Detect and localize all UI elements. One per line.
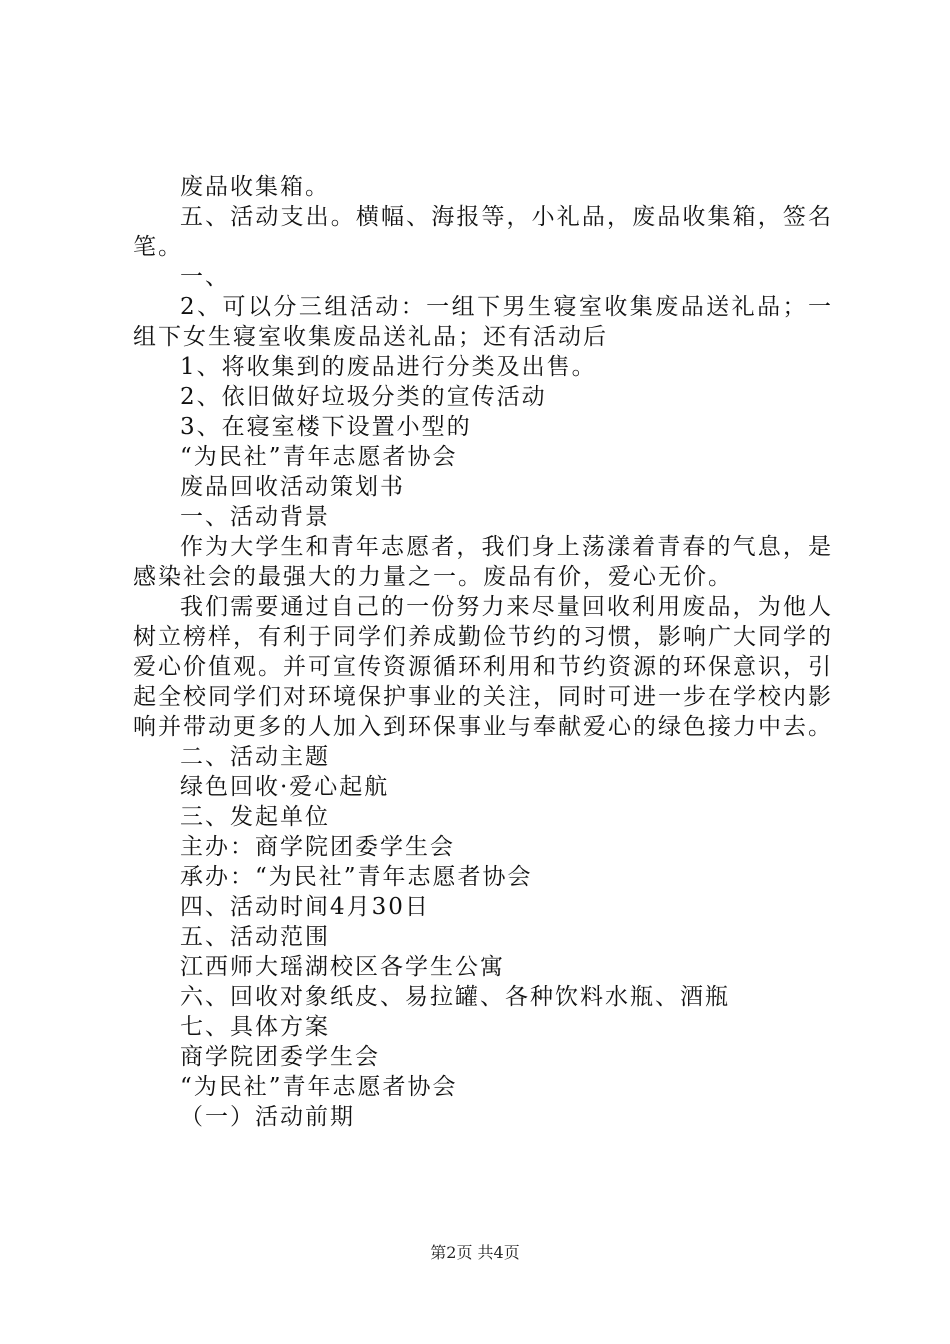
paragraph: 2、可以分三组活动：一组下男生寝室收集废品送礼品；一组下女生寝室收集废品送礼品；还有活动后 bbox=[133, 294, 833, 350]
section-heading: 二、活动主题 bbox=[180, 744, 330, 770]
subsection-heading: （一）活动前期 bbox=[180, 1104, 355, 1130]
paragraph: 承办：“为民社”青年志愿者协会 bbox=[180, 864, 533, 890]
paragraph: 五、活动支出。横幅、海报等，小礼品，废品收集箱，签名笔。 bbox=[133, 204, 833, 260]
section-heading: 七、具体方案 bbox=[180, 1014, 330, 1040]
paragraph: 主办：商学院团委学生会 bbox=[180, 834, 455, 860]
paragraph: 废品收集箱。 bbox=[180, 174, 330, 200]
section-heading: 一、活动背景 bbox=[180, 504, 330, 530]
section-heading: 五、活动范围 bbox=[180, 924, 330, 950]
paragraph: 作为大学生和青年志愿者，我们身上荡漾着青春的气息，是感染社会的最强大的力量之一。废品有价，爱心无价。 bbox=[133, 534, 833, 590]
section-heading: 四、活动时间4月30日 bbox=[180, 894, 430, 920]
paragraph: 3、在寝室楼下设置小型的 bbox=[180, 414, 472, 440]
paragraph: 我们需要通过自己的一份努力来尽量回收利用废品，为他人树立榜样，有利于同学们养成勤俭节约的习惯，影响广大同学的爱心价值观。并可宣传资源循环利用和节约资源的环保意识，引起全校同学们对环境保护事业的关注，同时可进一步在学校内影响并带动更多的人加入到环保事业与奉献爱心的绿色接力中去。 bbox=[133, 594, 833, 740]
section-heading: 三、发起单位 bbox=[180, 804, 330, 830]
paragraph: 一、 bbox=[180, 264, 230, 290]
paragraph: 2、依旧做好垃圾分类的宣传活动 bbox=[180, 384, 547, 410]
section-heading: 六、回收对象纸皮、易拉罐、各种饮料水瓶、酒瓶 bbox=[180, 984, 730, 1010]
paragraph: 商学院团委学生会 bbox=[180, 1044, 380, 1070]
paragraph: 江西师大瑶湖校区各学生公寓 bbox=[180, 954, 505, 980]
document-body bbox=[133, 172, 833, 1132]
document-title: 废品回收活动策划书 bbox=[180, 474, 405, 500]
page-footer bbox=[0, 1242, 950, 1264]
page-number-label: 第2页 共4页 bbox=[430, 1243, 520, 1262]
paragraph: “为民社”青年志愿者协会 bbox=[180, 1074, 458, 1100]
paragraph: “为民社”青年志愿者协会 bbox=[180, 444, 458, 470]
paragraph: 绿色回收·爱心起航 bbox=[180, 774, 390, 800]
paragraph: 1、将收集到的废品进行分类及出售。 bbox=[180, 354, 597, 380]
